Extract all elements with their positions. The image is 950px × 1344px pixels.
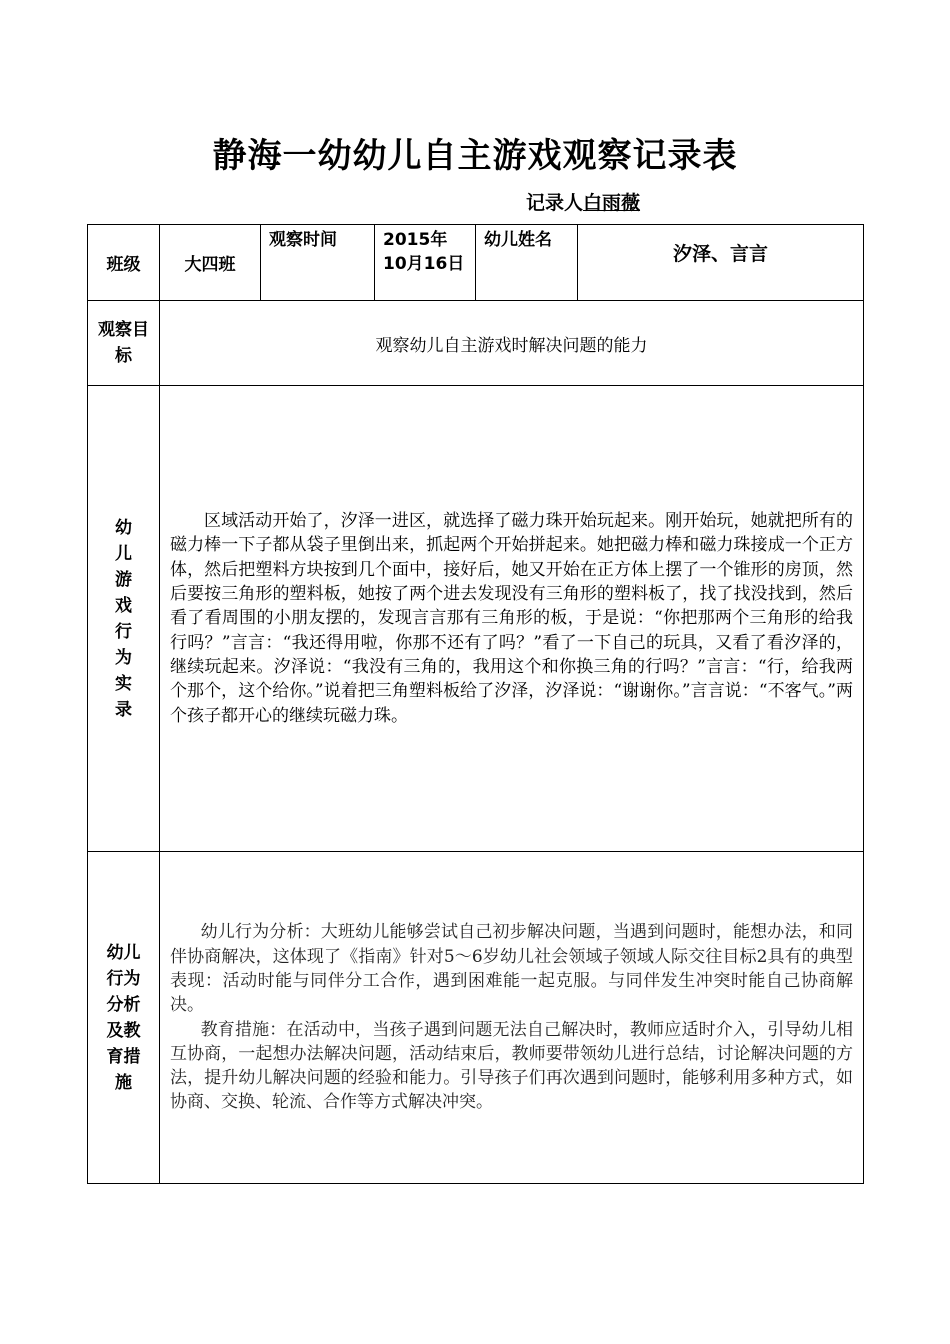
class-value: 大四班 <box>160 225 261 301</box>
document-title: 静海一幼幼儿自主游戏观察记录表 <box>212 136 738 176</box>
analysis-row <box>88 852 864 1184</box>
info-row <box>88 225 864 301</box>
record-label: 幼儿游戏行为实录 <box>88 386 160 852</box>
recorder-label: 记录人 <box>526 192 584 214</box>
class-label: 班级 <box>88 225 160 301</box>
time-value: 2015年10月16日 <box>375 225 476 301</box>
record-cell <box>160 386 864 852</box>
recorder-line <box>526 188 640 215</box>
child-value: 汐泽、言言 <box>578 225 864 301</box>
time-label: 观察时间 <box>261 225 375 301</box>
record-row <box>88 386 864 852</box>
measures-text: 教育措施：在活动中，当孩子遇到问题无法自己解决时，教师应适时介入，引导幼儿相互协商，一起想办法解决问题，活动结束后，教师要带领幼儿进行总结，讨论解决问题的方法，提升幼儿解决问题的经验和能力。引导孩子们再次遇到问题时，能够利用多种方式，如协商、交换、轮流、合作等方式解决冲突。 <box>170 1019 853 1113</box>
observation-table <box>87 224 864 1184</box>
analysis-cell <box>160 852 864 1184</box>
record-text: 区域活动开始了，汐泽一进区，就选择了磁力珠开始玩起来。刚开始玩，她就把所有的磁力棒一下子都从袋子里倒出来，抓起两个开始拼起来。她把磁力棒和磁力珠接成一个正方体，然后把塑料方块按到几个面中，接好后，她又开始在正方体上摆了一个锥形的房顶，然后要按三角形的塑料板，她按了两个进去发现没有三角形的塑料板了，找了找没找到，然后看了看周围的小朋友摆的，发现言言那有三角形的板，于是说：“你把那两个三角形的给我行吗？”言言：“我还得用啦，你那不还有了吗？”看了一下自己的玩具，又看了看汐泽的，继续玩起来。汐泽说：“我没有三角的，我用这个和你换三角的行吗？”言言：“行，给我两个那个，这个给你。”说着把三角塑料板给了汐泽，汐泽说：“谢谢你。”言言说：“不客气。”两个孩子都开心的继续玩磁力珠。 <box>170 511 853 726</box>
goal-label: 观察目标 <box>88 301 160 386</box>
goal-value: 观察幼儿自主游戏时解决问题的能力 <box>160 301 864 386</box>
goal-row <box>88 301 864 386</box>
analysis-label: 幼儿行为分析及教育措施 <box>88 852 160 1184</box>
analysis-text: 幼儿行为分析：大班幼儿能够尝试自己初步解决问题，当遇到问题时，能想办法，和同伴协商解决，这体现了《指南》针对5～6岁幼儿社会领域子领域人际交往目标2具有的典型表现：活动时能与同伴分工合作，遇到困难能一起克服。与同伴发生冲突时能自己协商解决。 <box>170 922 853 1016</box>
recorder-name: 白雨薇 <box>583 192 641 214</box>
child-label: 幼儿姓名 <box>476 225 578 301</box>
